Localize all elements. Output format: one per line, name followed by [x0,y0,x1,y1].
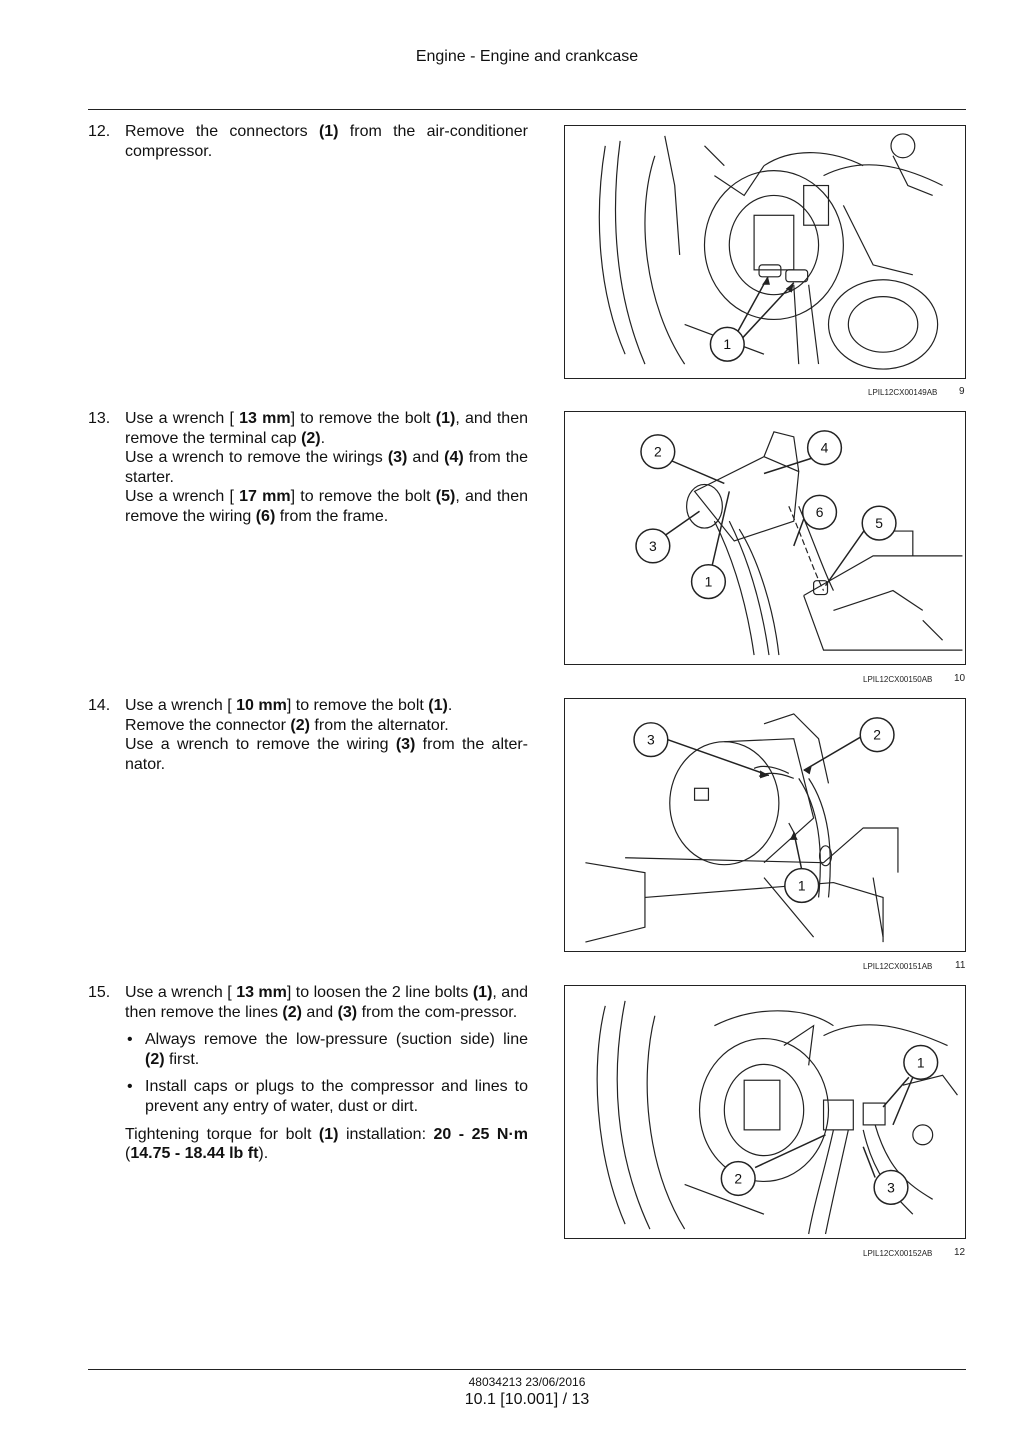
callout-1 [710,327,744,361]
list-item: • Install caps or plugs to the compressor and lines to prevent any entry of water, dust or dirt. [127,1078,528,1115]
callout-5: 5 [875,515,883,532]
page-number: 10.1 [10.001] / 13 [464,1391,590,1408]
step-body: Use a wrench [ 13 mm] to loosen the 2 line bolts (1), and then remove the lines (2) and (3) from the com-pressor. • Always remove the low-pressure (suction side) line (2) first. • Install caps or plugs to the compressor and lines to prevent any entry of water, dust or dirt. Tightening torque for bolt (1) installation: 20 - 25 N·m (14.75 - 18.44 lb ft). [125,984,529,1163]
figure-number: 12 [954,1247,966,1258]
callout-3: 3 [649,537,657,554]
doc-reference: 48034213 23/06/2016 [468,1375,586,1389]
callout-2: 2 [873,726,881,743]
figure-code: LPIL12CX00151AB [863,962,933,971]
step-15 [88,983,528,1164]
list-item: • Always remove the low-pressure (suction side) line (2) first. [127,1031,528,1068]
callout-1: 1 [704,573,713,590]
step-number: 13. [88,410,111,427]
figure-10-starter [564,411,966,665]
figure-code: LPIL12CX00150AB [863,675,933,684]
step-body: Remove the connectors (1) from the air-conditioner compressor. [125,123,529,160]
figure-9-compressor-connectors [564,125,966,379]
callout-2: 2 [653,443,662,460]
step-13 [88,409,528,527]
figure-11-alternator [564,698,966,952]
figure-number: 9 [959,386,965,397]
step-12 [88,122,528,161]
notes-list [125,1030,528,1116]
torque-spec: Tightening torque for bolt (1) installation: 20 - 25 N·m (14.75 - 18.44 lb ft). [125,1125,529,1163]
callout-1: 1 [797,877,806,894]
figure-number: 11 [955,960,966,971]
step-number: 12. [88,123,111,140]
figure-12-compressor-lines [564,985,966,1239]
figure-code: LPIL12CX00149AB [868,388,938,397]
callout-4: 4 [820,439,829,456]
step-body: Use a wrench [ 10 mm] to remove the bolt (1). Remove the connector (2) from the alternator. Use a wrench to remove the wiring (3) from the alter-nator. [125,697,528,773]
svg-text:1: 1 [723,336,732,353]
callout-3: 3 [647,731,655,748]
step-number: 15. [88,984,111,1001]
callout-6: 6 [815,504,824,521]
header-rule [88,109,966,110]
step-body: Use a wrench [ 13 mm] to remove the bolt (1), and then remove the terminal cap (2). Use a wrench to remove the wirings (3) and (4) from the starter. Use a wrench [ 17 mm] to remove the bolt (5), and then remove the wiring (6) from the frame. [125,410,528,525]
callout-3: 3 [887,1179,895,1196]
step-14 [88,696,528,774]
figure-code: LPIL12CX00152AB [863,1249,933,1258]
callout-2: 2 [734,1170,743,1187]
callout-1: 1 [916,1054,925,1071]
step-number: 14. [88,697,111,714]
figure-number: 10 [954,673,966,684]
footer-rule [88,1369,966,1370]
page-header: Engine - Engine and crankcase [415,48,639,65]
